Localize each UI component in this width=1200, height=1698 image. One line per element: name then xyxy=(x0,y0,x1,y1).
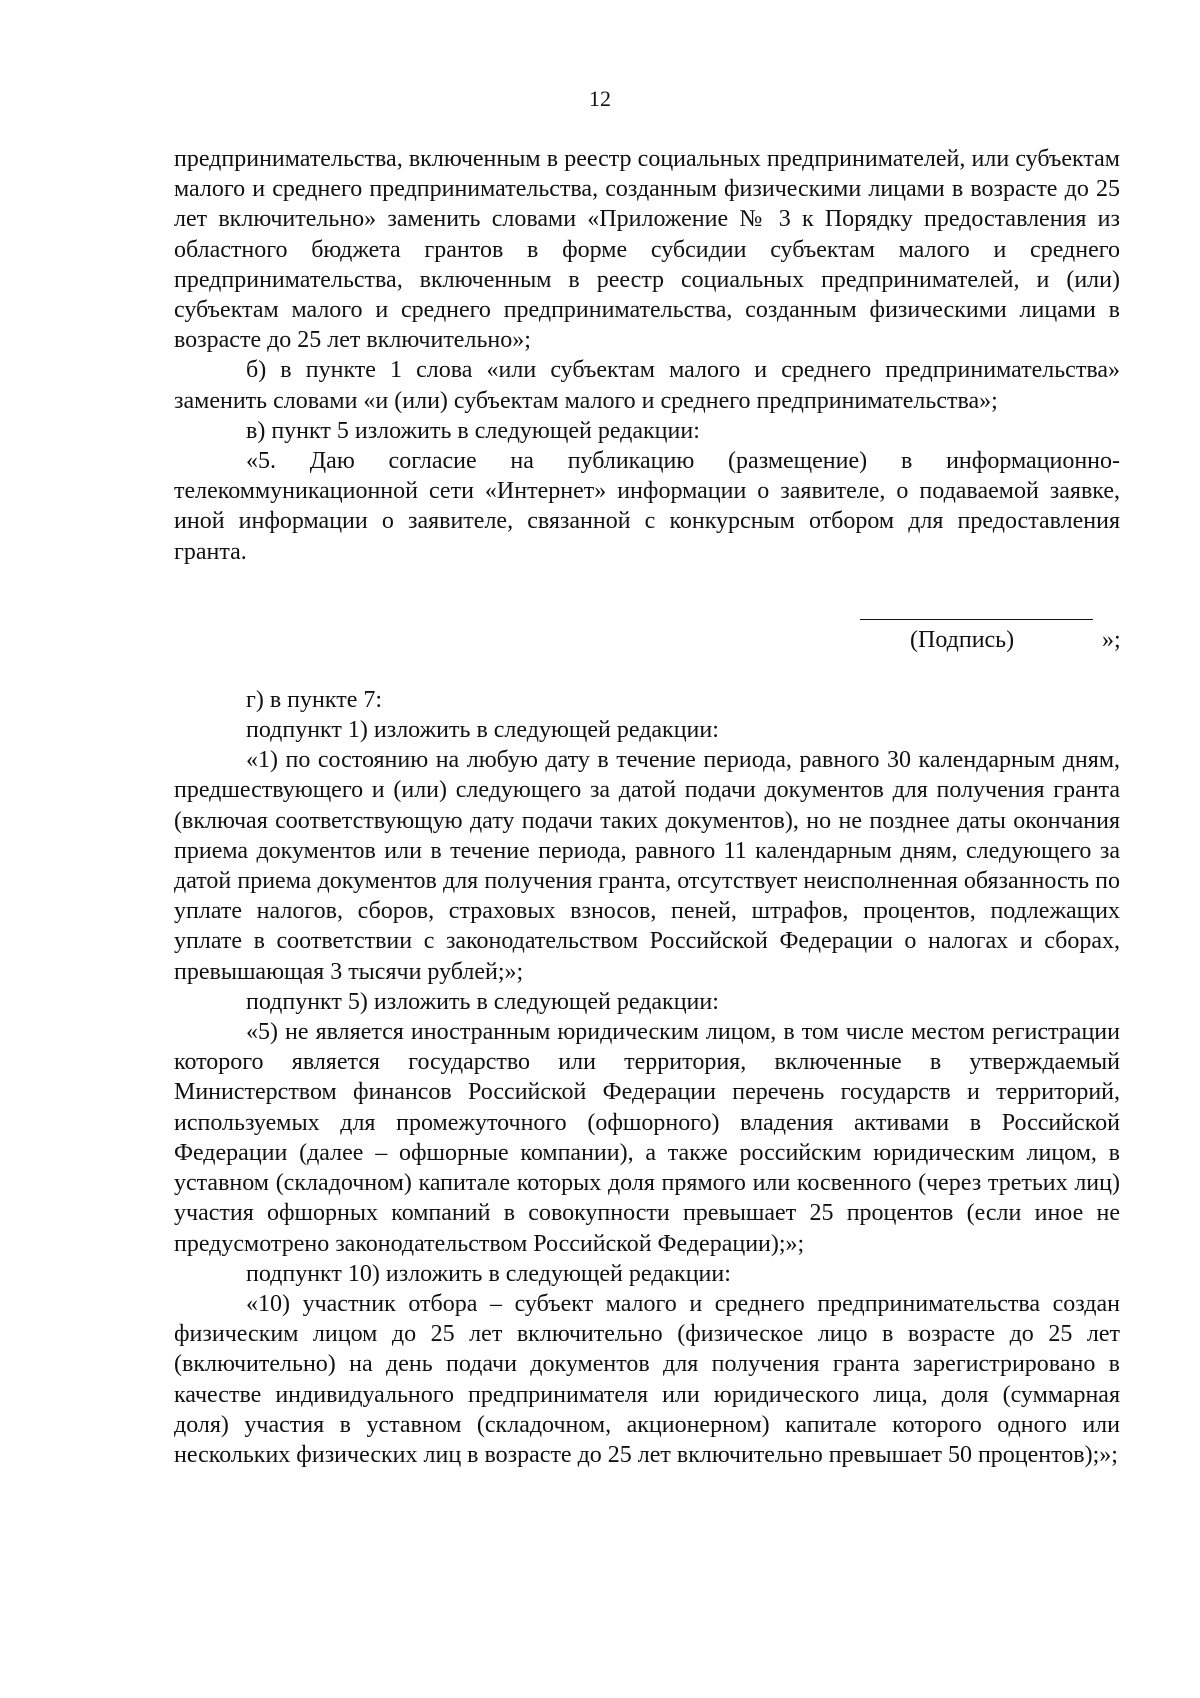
paragraph: в) пункт 5 изложить в следующей редакции: xyxy=(246,417,700,444)
signature-line xyxy=(860,619,1093,620)
paragraph: подпункт 10) изложить в следующей редакции: xyxy=(246,1260,731,1287)
paragraph: «5. Даю согласие на публикацию (размещение) в информационно-телекоммуникационной сети «Интернет» информации о заявителе, о подаваемой заявке, иной информации о заявителе, связанной с конкурсным отбором для предоставления гранта. xyxy=(174,448,1120,565)
page-number: 12 xyxy=(589,86,611,111)
signature-block xyxy=(174,567,1120,685)
paragraph: подпункт 5) изложить в следующей редакции: xyxy=(246,988,719,1015)
signature-closing-quote: »; xyxy=(1102,626,1121,653)
paragraph: предпринимательства, включенным в реестр социальных предпринимателей, или субъектам малого и среднего предпринимательства, созданным физическими лицами в возрасте до 25 лет включительно» заменить словами «Приложение № 3 к Порядку предоставления из областного бюджета грантов в форме субсидии субъектам малого и среднего предпринимательства, включенным в реестр социальных предпринимателей, и (или) субъектам малого и среднего предпринимательства, созданным физическими лицами в возрасте до 25 лет включительно»; xyxy=(174,146,1120,354)
paragraph: «5) не является иностранным юридическим лицом, в том числе местом регистрации которого является государство или территория, включенные в утверждаемый Министерством финансов Российской Федерации перечень государств и территорий, используемых для промежуточного (офшорного) владения активами в Российской Федерации (далее – офшорные компании), а также российским юридическим лицом, в уставном (складочном) капитале которых доля прямого или косвенного (через третьих лиц) участия офшорных компаний в совокупности превышает 25 процентов (если иное не предусмотрено законодательством Российской Федерации);»; xyxy=(174,1019,1120,1257)
paragraph: «1) по состоянию на любую дату в течение периода, равного 30 календарным дням, предшествующего и (или) следующего за датой подачи документов для получения гранта (включая соответствующую дату подачи таких документов), но не позднее даты окончания приема документов или в течение периода, равного 11 календарным дням, следующего за датой приема документов для получения гранта, отсутствует неисполненная обязанность по уплате налогов, сборов, страховых взносов, пеней, штрафов, процентов, подлежащих уплате в соответствии с законодательством Российской Федерации о налогах и сборах, превышающая 3 тысячи рублей;»; xyxy=(174,747,1120,985)
paragraph: «10) участник отбора – субъект малого и среднего предпринимательства создан физическим лицом до 25 лет включительно (физическое лицо в возрасте до 25 лет (включительно) на день подачи документов для получения гранта зарегистрировано в качестве индивидуального предпринимателя или юридического лица, доля (суммарная доля) участия в уставном (складочном, акционерном) капитале которого одного или нескольких физических лиц в возрасте до 25 лет включительно превышает 50 процентов);»; xyxy=(174,1290,1120,1468)
signature-label: (Подпись) xyxy=(910,626,1015,653)
paragraph: подпункт 1) изложить в следующей редакции: xyxy=(246,717,719,744)
paragraph: г) в пункте 7: xyxy=(246,686,383,713)
paragraph-group-after-signature xyxy=(174,685,1120,1470)
document-body xyxy=(174,144,1120,1470)
paragraph-group-before-signature xyxy=(174,144,1120,567)
paragraph: б) в пункте 1 слова «или субъектам малого и среднего предпринимательства» заменить словами «и (или) субъектам малого и среднего предпринимательства»; xyxy=(174,357,1120,414)
